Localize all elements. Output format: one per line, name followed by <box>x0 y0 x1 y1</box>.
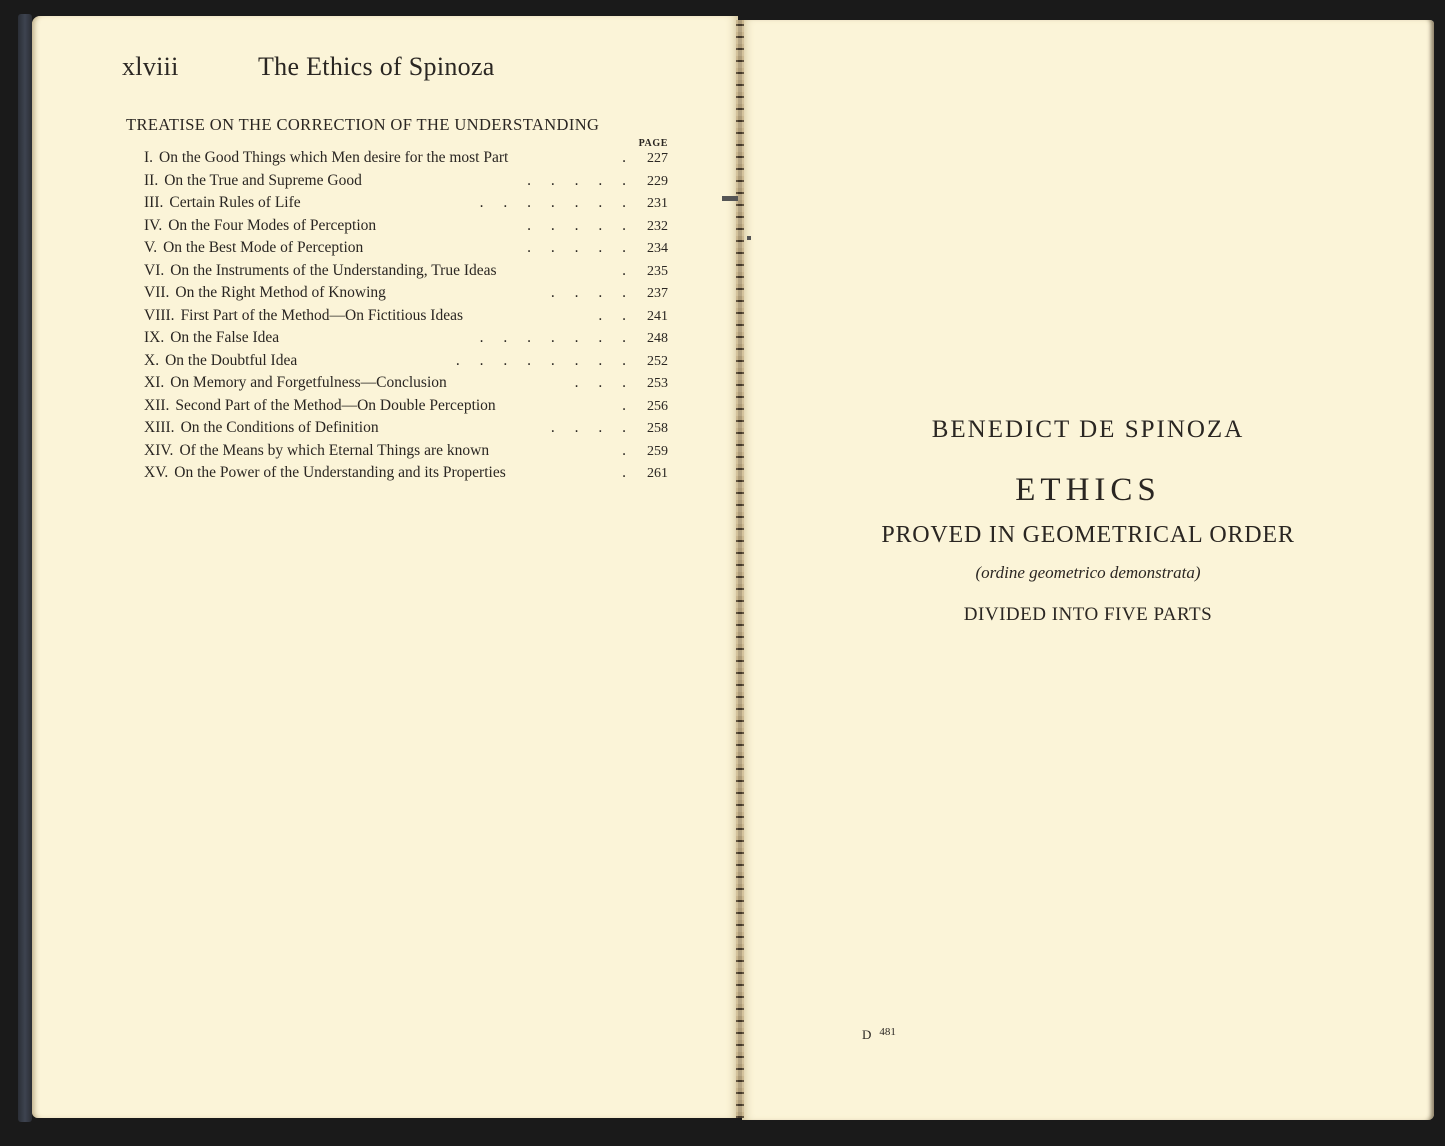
leader-dots: . <box>622 396 634 414</box>
entry-page: 259 <box>647 443 668 459</box>
entry-page: 234 <box>647 241 668 256</box>
page-folio: xlviii <box>122 52 179 81</box>
entry-page: 229 <box>647 173 668 189</box>
toc-entry <box>144 262 668 285</box>
leader-dots: . . . . . . . <box>479 329 634 346</box>
toc-entry <box>144 329 668 352</box>
toc-entry <box>144 397 668 420</box>
title-page-parts: DIVIDED INTO FIVE PARTS <box>963 604 1213 625</box>
title-page-subtitle: PROVED IN GEOMETRICAL ORDER <box>881 522 1295 548</box>
entry-page: 232 <box>647 218 668 234</box>
entry-title: On the Power of the Understanding and its Properties <box>174 464 506 481</box>
toc-entry <box>144 419 668 442</box>
toc-entry <box>144 352 668 375</box>
toc-entry <box>144 442 668 465</box>
leader-dots: . . . <box>574 374 634 391</box>
title-page-title: ETHICS <box>1015 472 1161 508</box>
leader-dots: . . <box>598 306 634 324</box>
entry-title: On the True and Supreme Good <box>164 171 362 189</box>
printer-signature <box>862 1026 896 1043</box>
signature-number: 481 <box>879 1026 896 1038</box>
entry-number: XI. <box>144 374 165 391</box>
entry-page: 231 <box>647 196 668 211</box>
entry-page: 258 <box>647 421 668 436</box>
entry-number: XII. <box>144 396 170 414</box>
entry-number: IX. <box>144 329 165 346</box>
entry-page: 256 <box>647 398 668 414</box>
leader-dots: . <box>622 261 634 279</box>
title-page-author: BENEDICT DE SPINOZA <box>931 416 1245 443</box>
leader-dots: . . . . <box>550 419 634 436</box>
leader-dots: . <box>622 149 634 166</box>
signature-letter: D <box>862 1027 872 1042</box>
leader-dots: . . . . <box>550 284 634 301</box>
running-head <box>122 52 495 82</box>
toc-entry <box>144 284 668 307</box>
toc-entry <box>144 374 668 397</box>
entry-page: 253 <box>647 376 668 391</box>
toc-entry <box>144 464 668 487</box>
entry-title: On the Four Modes of Perception <box>168 216 377 234</box>
entry-number: VIII. <box>144 306 175 324</box>
toc-entry <box>144 172 668 195</box>
entry-number: VII. <box>144 284 170 301</box>
leader-dots: . . . . . . . . <box>455 351 634 369</box>
entry-number: IV. <box>144 216 163 234</box>
book-cover-edge <box>18 14 32 1122</box>
toc-entry <box>144 239 668 262</box>
book-title: The Ethics of Spinoza <box>258 52 495 81</box>
leader-dots: . . . . . <box>527 216 634 234</box>
entry-title: On the Conditions of Definition <box>180 419 379 436</box>
entry-number: XV. <box>144 464 169 481</box>
entry-number: I. <box>144 149 154 166</box>
entry-page: 241 <box>647 308 668 324</box>
leader-dots: . . . . . <box>527 239 634 256</box>
toc-entry <box>144 307 668 330</box>
leader-dots: . <box>622 441 634 459</box>
leader-dots: . <box>622 464 634 481</box>
table-of-contents <box>144 149 668 487</box>
entry-title: Second Part of the Method—On Double Perception <box>175 396 496 414</box>
entry-title: On the Doubtful Idea <box>165 351 298 369</box>
entry-number: X. <box>144 351 160 369</box>
entry-number: II. <box>144 171 159 189</box>
entry-title: Certain Rules of Life <box>169 194 301 211</box>
entry-title: On the Best Mode of Perception <box>163 239 364 256</box>
toc-entry <box>144 194 668 217</box>
entry-title: On the Good Things which Men desire for the most Part <box>159 149 509 166</box>
entry-page: 237 <box>647 286 668 301</box>
entry-page: 227 <box>647 151 668 166</box>
entry-number: VI. <box>144 261 165 279</box>
entry-number: XIV. <box>144 441 174 459</box>
toc-entry <box>144 149 668 172</box>
toc-entry <box>144 217 668 240</box>
entry-title: First Part of the Method—On Fictitious Ideas <box>180 306 463 324</box>
entry-page: 248 <box>647 331 668 346</box>
binding-mark <box>722 196 738 201</box>
page-column-label: PAGE <box>638 138 668 149</box>
entry-number: V. <box>144 239 158 256</box>
leader-dots: . . . . . <box>527 171 634 189</box>
entry-title: On Memory and Forgetfulness—Conclusion <box>170 374 447 391</box>
entry-title: On the Right Method of Knowing <box>175 284 386 301</box>
entry-page: 261 <box>647 466 668 481</box>
entry-number: XIII. <box>144 419 175 436</box>
entry-page: 235 <box>647 263 668 279</box>
entry-number: III. <box>144 194 164 211</box>
entry-title: Of the Means by which Eternal Things are known <box>179 441 490 459</box>
section-title: TREATISE ON THE CORRECTION OF THE UNDERSTANDING <box>126 115 600 134</box>
entry-title: On the Instruments of the Understanding, True Ideas <box>170 261 497 279</box>
entry-title: On the False Idea <box>170 329 280 346</box>
entry-page: 252 <box>647 353 668 369</box>
leader-dots: . . . . . . . <box>479 194 634 211</box>
title-page-latin-subtitle: (ordine geometrico demonstrata) <box>975 563 1201 582</box>
binding-mark <box>747 236 751 240</box>
